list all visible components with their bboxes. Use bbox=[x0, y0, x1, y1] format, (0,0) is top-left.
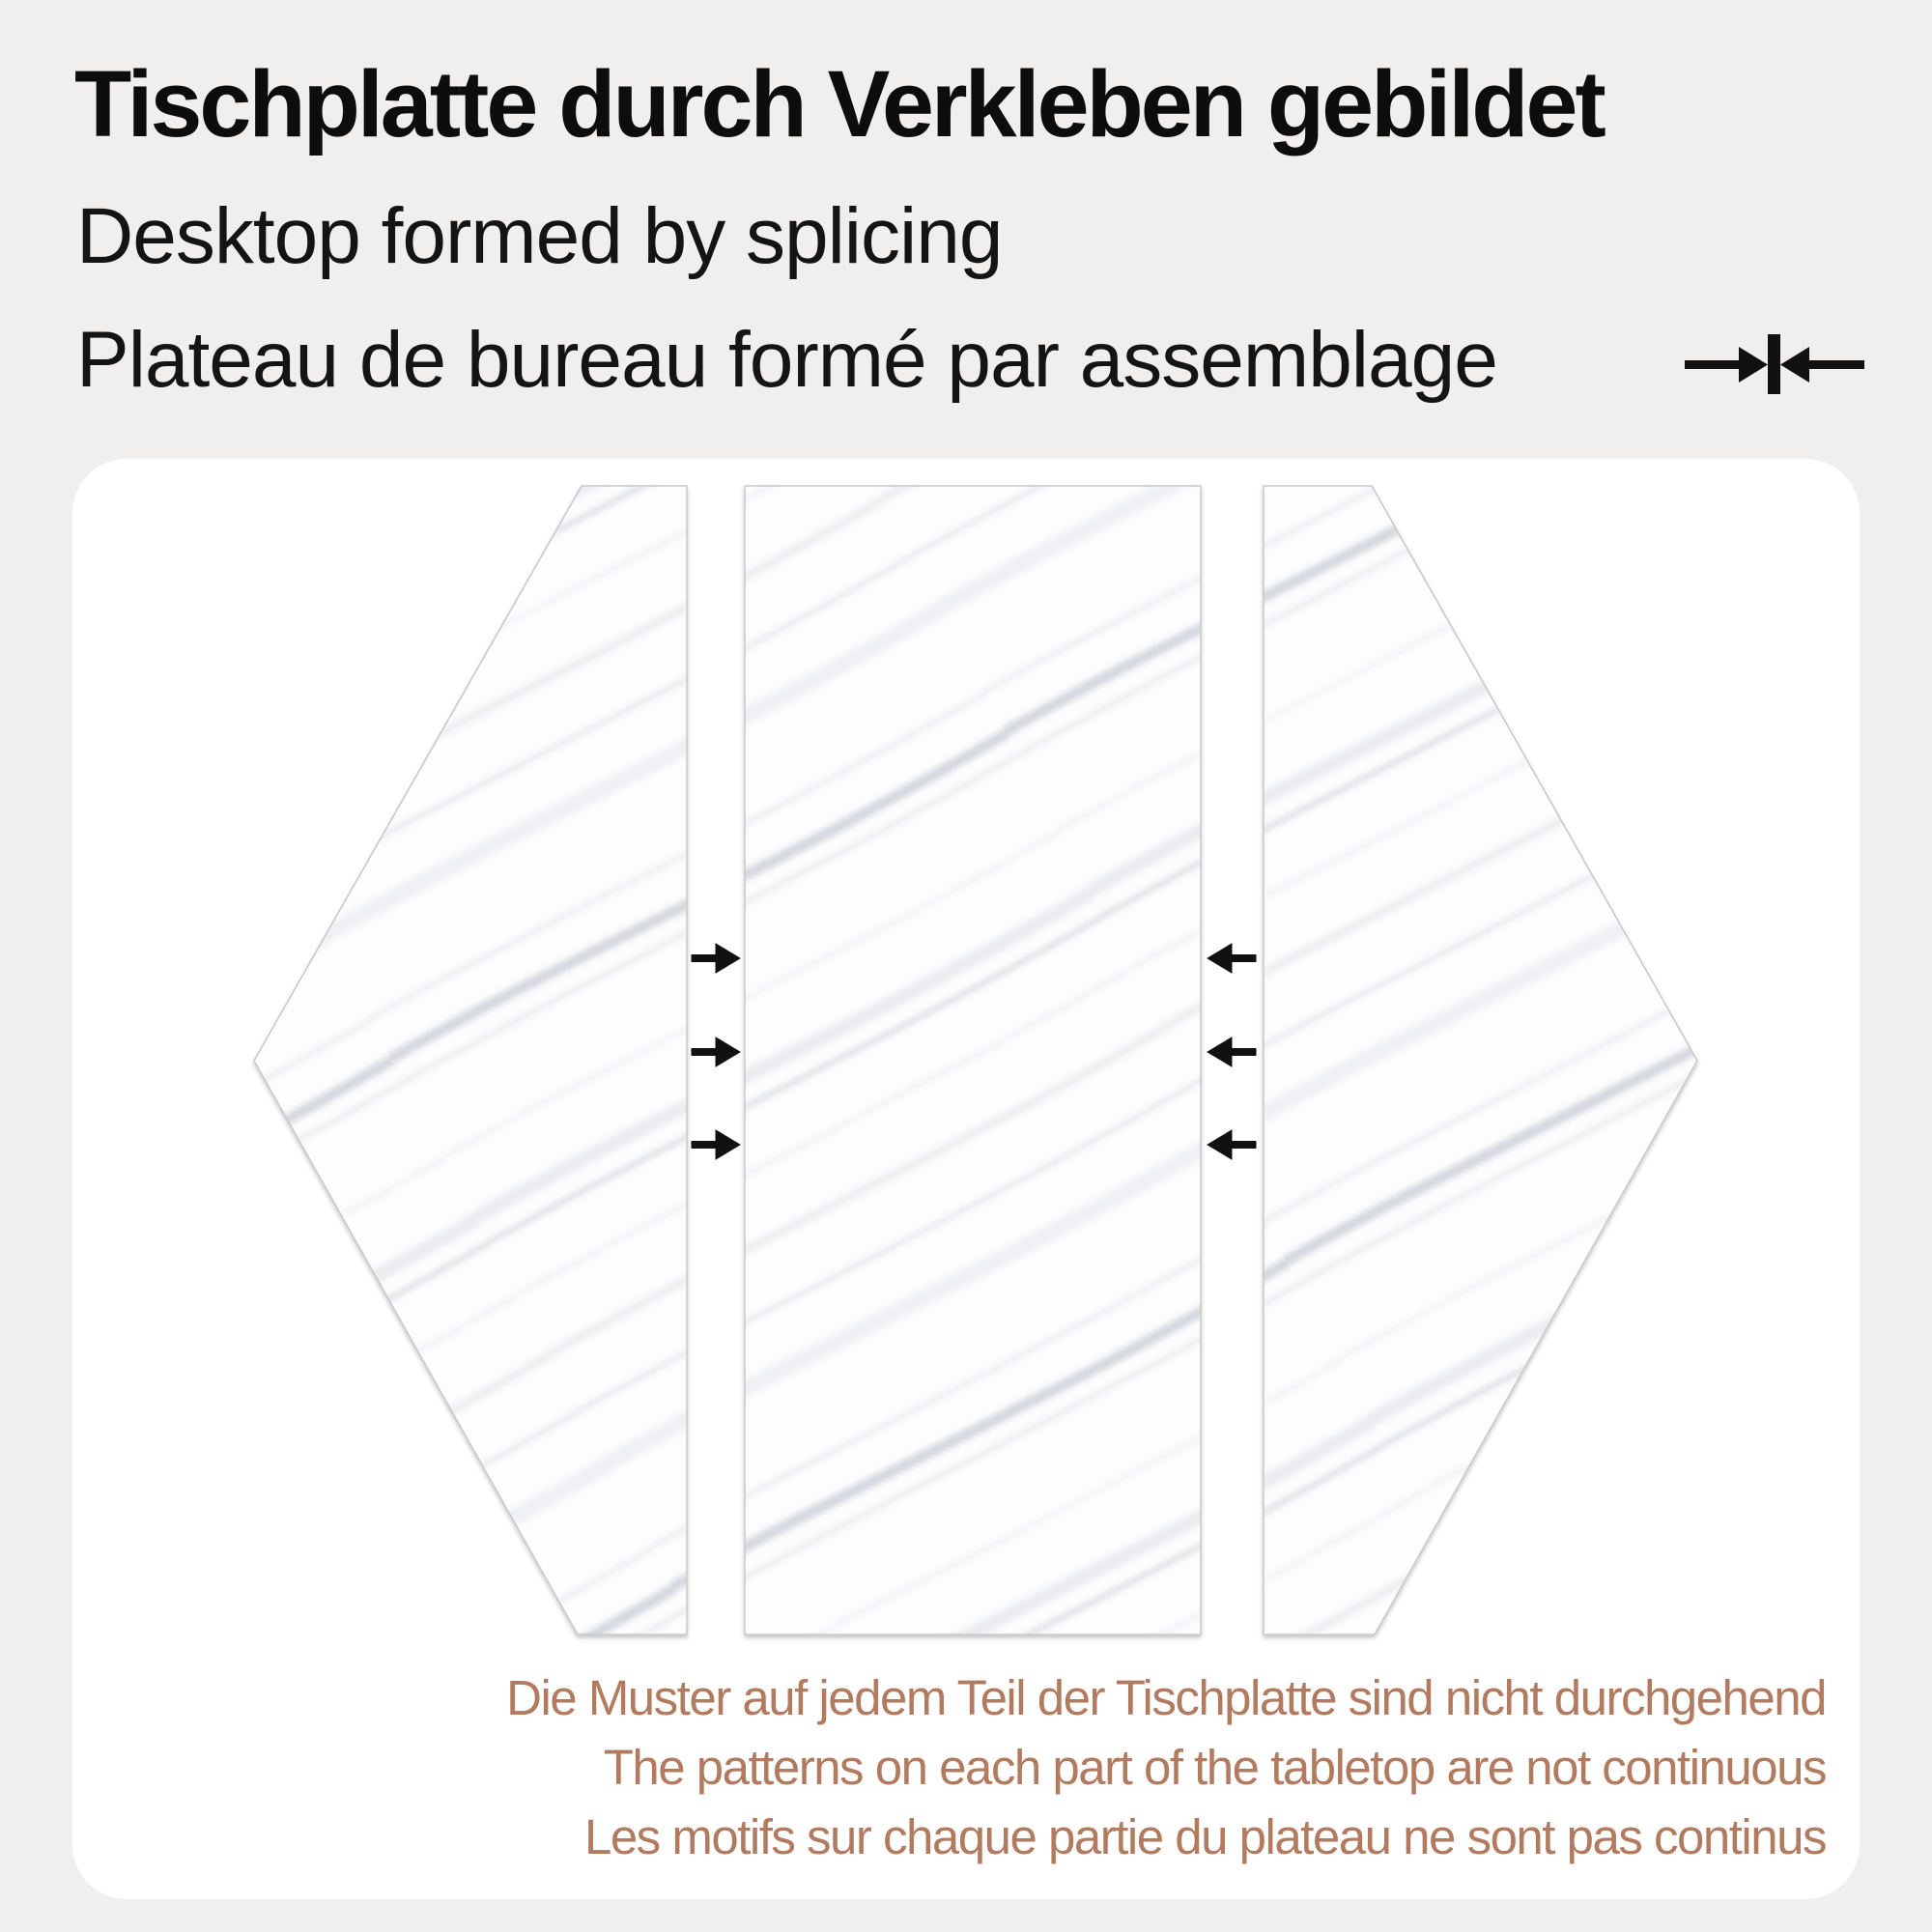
left-gap-arrows bbox=[692, 944, 740, 1159]
right-gap-arrows bbox=[1208, 944, 1256, 1159]
footnote-line-english: The patterns on each part of the tabletop are not continuous bbox=[603, 1740, 1826, 1795]
merge-right-head bbox=[1780, 347, 1809, 383]
arrow-right-icon bbox=[692, 944, 740, 973]
tabletop-piece-left bbox=[254, 486, 687, 1634]
arrow-right-icon bbox=[692, 1130, 740, 1159]
arrow-left-icon bbox=[1208, 1130, 1256, 1159]
arrow-left-icon bbox=[1208, 944, 1256, 973]
page-title-german: Tischplatte durch Verkleben gebildet bbox=[74, 51, 1604, 156]
arrow-right-icon bbox=[692, 1037, 740, 1066]
page-subtitle-french: Plateau de bureau formé par assemblage bbox=[76, 316, 1497, 404]
footnote-line-german: Die Muster auf jedem Teil der Tischplatte sind nicht durchgehend bbox=[506, 1670, 1826, 1725]
footnote bbox=[506, 1663, 1826, 1872]
merge-left-shaft bbox=[1685, 360, 1743, 369]
tabletop-piece-middle bbox=[745, 486, 1201, 1634]
page-subtitle-english: Desktop formed by splicing bbox=[76, 192, 1003, 280]
arrow-left-icon bbox=[1208, 1037, 1256, 1066]
merge-right-shaft bbox=[1805, 360, 1864, 369]
tabletop-piece-right bbox=[1264, 486, 1697, 1634]
merge-left-head bbox=[1739, 347, 1768, 383]
merge-center-bar bbox=[1768, 334, 1780, 394]
arrows-merge-icon bbox=[1683, 321, 1866, 408]
footnote-line-french: Les motifs sur chaque partie du plateau ne sont pas continus bbox=[583, 1809, 1826, 1864]
